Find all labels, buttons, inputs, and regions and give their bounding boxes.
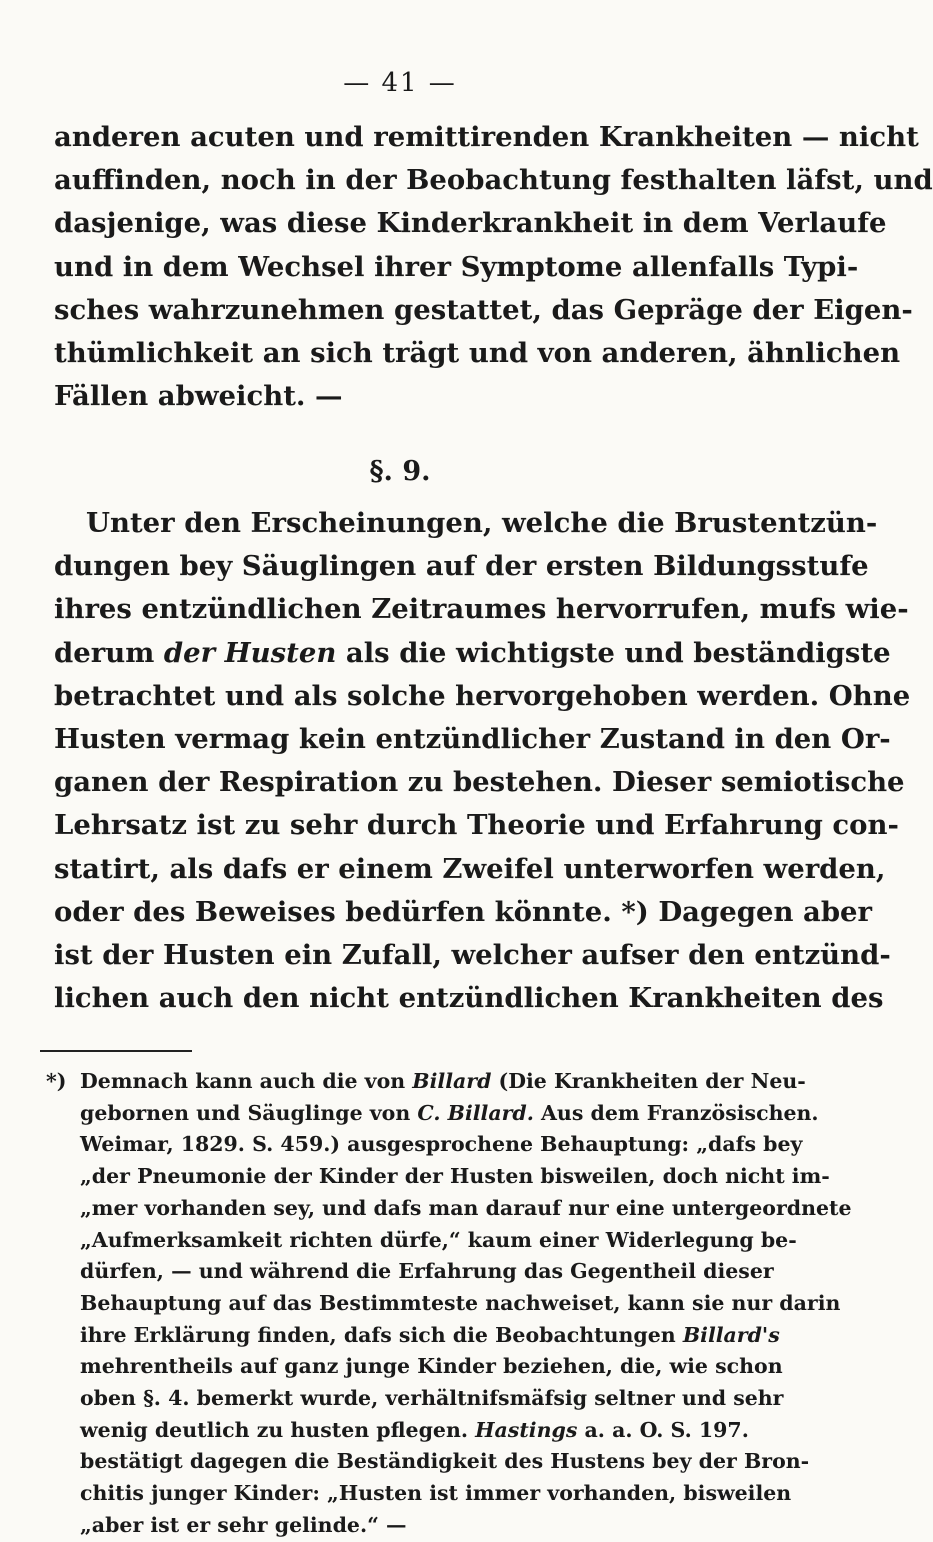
paragraph-section-9 xyxy=(54,502,911,1020)
text-fragment: Aus dem Französischen. xyxy=(533,1100,819,1125)
page-number: — 41 — xyxy=(343,68,457,98)
text-line: „der Pneumonie der Kinder der Husten bisweilen, doch nicht im- xyxy=(80,1164,830,1189)
text-line: Behauptung auf das Bestimmteste nachweiset, kann sie nur darin xyxy=(80,1290,841,1315)
text-line: Fällen abweicht. — xyxy=(54,380,343,413)
text-line: dasjenige, was diese Kinderkrankheit in dem Verlaufe xyxy=(54,207,887,240)
emphasis-name: C. Billard. xyxy=(417,1100,534,1125)
text-line: „aber ist er sehr gelinde.“ — xyxy=(80,1512,407,1537)
text-line: betrachtet und als solche hervorgehoben werden. Ohne xyxy=(54,679,911,712)
section-heading: §. 9. xyxy=(369,456,431,487)
emphasis-name: Billard xyxy=(412,1069,492,1093)
text-fragment: derum xyxy=(54,636,164,669)
text-fragment: wenig deutlich zu husten pflegen. xyxy=(80,1417,476,1442)
text-fragment: (Die Krankheiten der Neu- xyxy=(491,1069,806,1093)
text-line: Unter den Erscheinungen, welche die Brustentzün- xyxy=(86,507,878,539)
text-line: dungen bey Säuglingen auf der ersten Bildungsstufe xyxy=(54,550,869,583)
emphasis-name: Hastings xyxy=(475,1417,578,1442)
text-line: „Aufmerksamkeit richten dürfe,“ kaum einer Widerlegung be- xyxy=(80,1227,797,1252)
text-line: chitis junger Kinder: „Husten ist immer vorhanden, bisweilen xyxy=(80,1481,792,1506)
text-line xyxy=(54,1320,780,1352)
text-line: auffinden, noch in der Beobachtung festhalten läfst, und xyxy=(54,164,933,197)
text-fragment: Demnach kann auch die von xyxy=(80,1069,413,1093)
text-line: ihres entzündlichen Zeitraumes hervorrufen, mufs wie- xyxy=(54,593,909,626)
text-line xyxy=(54,1415,749,1447)
emphasis-term: der Husten xyxy=(163,636,337,669)
text-line: dürfen, — und während die Erfahrung das Gegentheil dieser xyxy=(80,1259,774,1284)
text-line: thümlichkeit an sich trägt und von anderen, ähnlichen xyxy=(54,337,901,370)
footnote xyxy=(46,1066,852,1542)
text-line xyxy=(46,1066,806,1098)
footnote-divider xyxy=(40,1050,192,1052)
text-fragment: a. a. O. S. 197. xyxy=(577,1417,749,1442)
text-fragment: gebornen und Säuglinge von xyxy=(80,1100,418,1125)
text-line: und in dem Wechsel ihrer Symptome allenfalls Typi- xyxy=(54,250,859,283)
text-line: anderen acuten und remittirenden Krankheiten — nicht xyxy=(54,121,919,153)
paragraph-continued xyxy=(54,116,933,418)
text-line xyxy=(54,1098,819,1130)
text-line: statirt, als dafs er einem Zweifel unterworfen werden, xyxy=(54,852,886,885)
text-fragment: ihre Erklärung finden, dafs sich die Beobachtungen xyxy=(80,1322,683,1347)
footnote-marker: *) xyxy=(46,1069,67,1093)
text-line: mehrentheils auf ganz junge Kinder beziehen, die, wie schon xyxy=(80,1354,783,1379)
text-line: Weimar, 1829. S. 459.) ausgesprochene Behauptung: „dafs bey xyxy=(80,1132,803,1157)
text-line: ganen der Respiration zu bestehen. Dieser semiotische xyxy=(54,766,905,799)
text-line: oben §. 4. bemerkt wurde, verhältnifsmäfsig seltner und sehr xyxy=(80,1386,784,1411)
text-line: ist der Husten ein Zufall, welcher aufser den entzünd- xyxy=(54,939,891,972)
text-line: „mer vorhanden sey, und dafs man darauf nur eine untergeordnete xyxy=(80,1195,852,1220)
text-line: Husten vermag kein entzündlicher Zustand in den Or- xyxy=(54,723,891,756)
text-fragment: als die wichtigste und beständigste xyxy=(336,636,891,669)
text-line: bestätigt dagegen die Beständigkeit des Hustens bey der Bron- xyxy=(80,1449,810,1474)
text-line xyxy=(54,632,891,675)
text-line: Lehrsatz ist zu sehr durch Theorie und Erfahrung con- xyxy=(54,809,899,842)
text-line: lichen auch den nicht entzündlichen Krankheiten des xyxy=(54,982,884,1015)
emphasis-name: Billard's xyxy=(682,1322,780,1347)
text-line: oder des Beweises bedürfen könnte. *) Dagegen aber xyxy=(54,895,873,928)
text-line: sches wahrzunehmen gestattet, das Gepräge der Eigen- xyxy=(54,293,913,326)
